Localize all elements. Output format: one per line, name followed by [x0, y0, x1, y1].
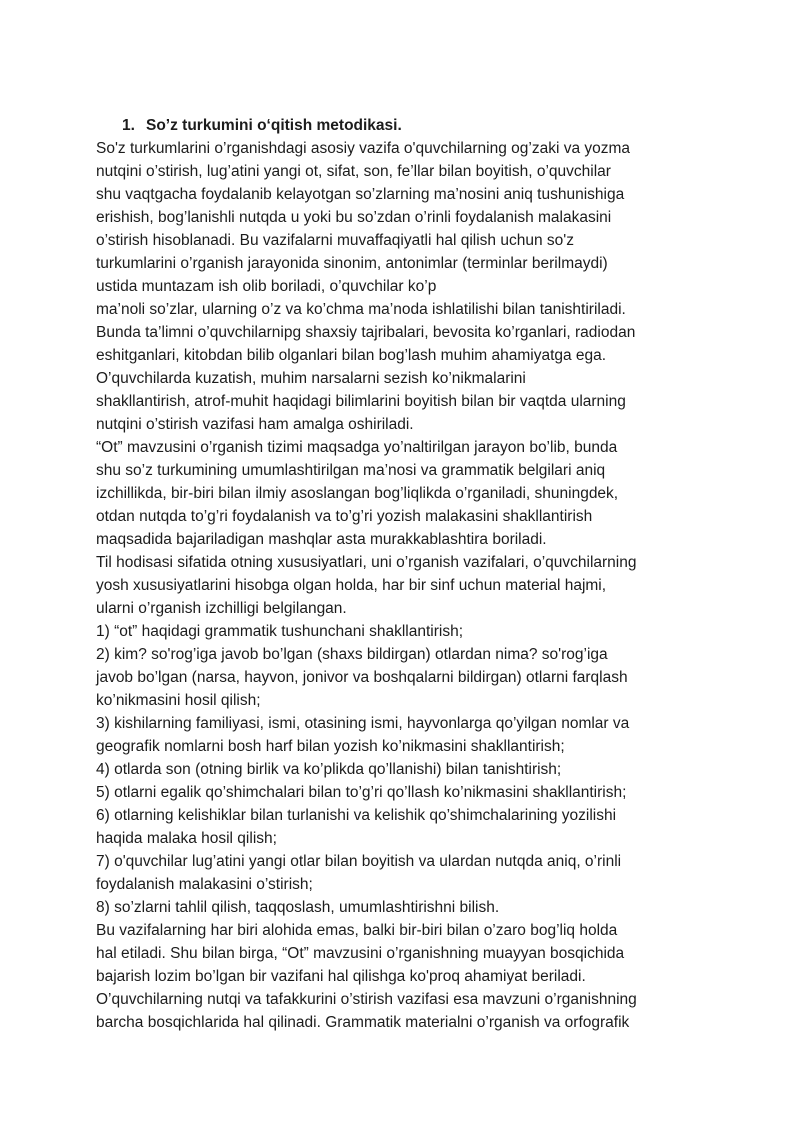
text-line: foydalanish malakasini o’stirish; [96, 876, 313, 893]
text-line: 4) otlarda son (otning birlik va ko’plikda qo’llanishi) bilan tanishtirish; [96, 761, 562, 778]
text-line: shakllantirish, atrof-muhit haqidagi bilimlarini boyitish bilan bir vaqtda ularning [96, 393, 626, 410]
text-line: javob bo’lgan (narsa, hayvon, jonivor va boshqalarni bildirgan) otlarni farqlash [96, 669, 628, 686]
text-line: yosh xususiyatlarini hisobga olgan holda, har bir sinf uchun material hajmi, [96, 577, 607, 594]
text-line: O’quvchilarning nutqi va tafakkurini o’stirish vazifasi esa mavzuni o’rganishning [96, 991, 637, 1008]
text-line: ustida muntazam ish olib boriladi, o’quvchilar ko’p [96, 278, 437, 295]
text-line: eshitganlari, kitobdan bilib olganlari bilan bog’lash muhim ahamiyatga ega. [96, 347, 607, 364]
text-line: erishish, bog’lanishli nutqda u yoki bu so’zdan o’rinli foydalanish malakasini [96, 209, 612, 226]
text-line: 1) “ot” haqidagi grammatik tushunchani shakllantirish; [96, 623, 464, 640]
text-line: haqida malaka hosil qilish; [96, 830, 277, 847]
text-line: Til hodisasi sifatida otning xususiyatlari, uni o’rganish vazifalari, o’quvchilarning [96, 554, 637, 571]
text-line: ko’nikmasini hosil qilish; [96, 692, 261, 709]
text-line: bajarish lozim bo’lgan bir vazifani hal qilishga ko'proq ahamiyat beriladi. [96, 968, 586, 985]
section-heading [96, 114, 736, 137]
text-line: 8) so’zlarni tahlil qilish, taqqoslash, umumlashtirishni bilish. [96, 899, 500, 916]
document-page [96, 114, 736, 1034]
text-line: ularni o’rganish izchilligi belgilangan. [96, 600, 347, 617]
text-line: 5) otlarni egalik qo’shimchalari bilan to’g’ri qo’llash ko’nikmasini shakllantirish; [96, 784, 627, 801]
text-line: hal etiladi. Shu bilan birga, “Ot” mavzusini o’rganishning muayyan bosqichida [96, 945, 625, 962]
text-line: shu vaqtgacha foydalanib kelayotgan so’zlarning ma’nosini aniq tushunishiga [96, 186, 625, 203]
text-line: nutqini o’stirish vazifasi ham amalga oshiriladi. [96, 416, 414, 433]
text-line: “Ot” mavzusini o’rganish tizimi maqsadga yo’naltirilgan jarayon bo’lib, bunda [96, 439, 618, 456]
text-line: 3) kishilarning familiyasi, ismi, otasining ismi, hayvonlarga qo’yilgan nomlar va [96, 715, 630, 732]
text-line: 6) otlarning kelishiklar bilan turlanishi va kelishik qo’shimchalarining yozilishi [96, 807, 617, 824]
text-line: Bunda ta’limni o’quvchilarnipg shaxsiy tajribalari, bevosita ko’rganlari, radiodan [96, 324, 636, 341]
text-line: barcha bosqichlarida hal qilinadi. Grammatik materialni o’rganish va orfografik [96, 1014, 630, 1031]
text-line: O’quvchilarda kuzatish, muhim narsalarni sezish ko’nikmalarini [96, 370, 526, 387]
text-line: nutqini o’stirish, lug’atini yangi ot, sifat, son, fe’llar bilan boyitish, o’quvchilar [96, 163, 611, 180]
text-line: So'z turkumlarini o’rganishdagi asosiy vazifa o'quvchilarning og’zaki va yozma [96, 140, 631, 157]
heading-title: So’z turkumini o‘qitish metodikasi. [146, 117, 402, 134]
text-line: otdan nutqda to’g’ri foydalanish va to’g’ri yozish malakasini shakllantirish [96, 508, 593, 525]
text-line: maqsadida bajariladigan mashqlar asta murakkablashtira boriladi. [96, 531, 547, 548]
text-line: geografik nomlarni bosh harf bilan yozish ko’nikmasini shakllantirish; [96, 738, 565, 755]
text-line: 7) o'quvchilar lug’atini yangi otlar bilan boyitish va ulardan nutqda aniq, o’rinli [96, 853, 622, 870]
text-line: turkumlarini o’rganish jarayonida sinonim, antonimlar (terminlar berilmaydi) [96, 255, 608, 272]
text-line: Bu vazifalarning har biri alohida emas, balki bir-biri bilan o’zaro bog’liq holda [96, 922, 618, 939]
body-text [96, 137, 736, 1034]
heading-number: 1. [122, 117, 135, 134]
text-line: ma’noli so’zlar, ularning o’z va ko’chma ma’noda ishlatilishi bilan tanishtiriladi. [96, 301, 626, 318]
text-line: izchillikda, bir-biri bilan ilmiy asoslangan bog’liqlikda o’rganiladi, shuningdek, [96, 485, 619, 502]
text-line: o’stirish hisoblanadi. Bu vazifalarni muvaffaqiyatli hal qilish uchun so'z [96, 232, 574, 249]
text-line: 2) kim? so'rog’iga javob bo’lgan (shaxs bildirgan) otlardan nima? so'rog’iga [96, 646, 608, 663]
text-line: shu so’z turkumining umumlashtirilgan ma’nosi va grammatik belgilari aniq [96, 462, 606, 479]
